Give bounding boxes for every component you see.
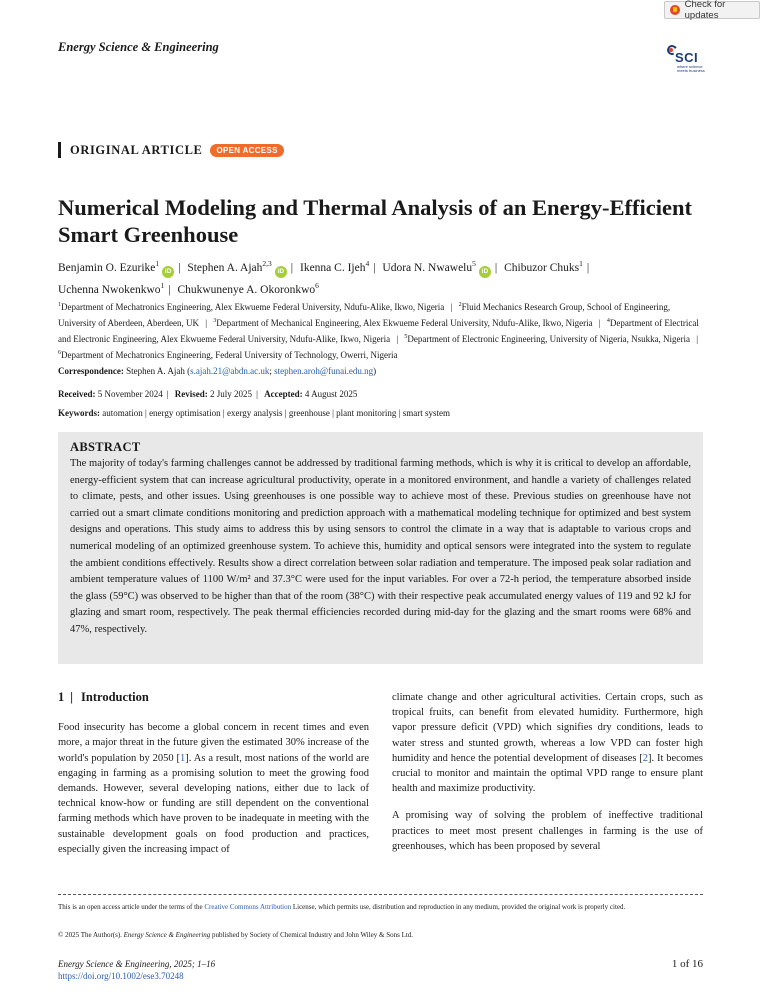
keyword-item: greenhouse — [288, 408, 330, 418]
section-heading: 1 | Introduction — [58, 690, 149, 704]
keyword-item: plant monitoring — [336, 408, 397, 418]
article-dates: Received: 5 November 2024 | Revised: 2 July 2025 | Accepted: 4 August 2025 — [58, 389, 358, 399]
author-name[interactable]: Chukwunenye A. Okoronkwo$^6$ — [177, 280, 319, 296]
crossmark-icon — [670, 5, 680, 15]
check-for-updates-button[interactable] — [664, 1, 760, 19]
abstract-heading: ABSTRACT — [70, 440, 141, 454]
keyword-item: smart system — [402, 408, 450, 418]
article-type-bar — [58, 142, 61, 158]
page-footer-citation — [58, 958, 215, 982]
sci-logo-tagline: where science meets business — [677, 64, 705, 73]
page-number: 1 of 16 — [671, 958, 703, 970]
citation-link[interactable]: 2 — [642, 752, 649, 764]
footnote-divider — [58, 894, 703, 895]
author-name[interactable]: Chibuzor Chuks$^1$ — [504, 259, 583, 274]
orcid-icon[interactable]: iD — [275, 266, 287, 278]
citation-link[interactable]: 1 — [180, 752, 186, 764]
email-link[interactable]: s.ajah.21@abdn.ac.uk — [190, 366, 270, 376]
affiliation-item: Department of Mechatronics Engineering, Federal University of Technology, Owerri, Nigeria — [61, 350, 398, 360]
article-title: Numerical Modeling and Thermal Analysis of an Energy-Efficient Smart Greenhouse — [58, 195, 692, 247]
author-name[interactable]: Benjamin O. Ezurike$^1$ — [58, 259, 160, 274]
sci-logo-dot-icon — [669, 48, 673, 52]
affiliation-item: Fluid Mechanics Research Group, School of Engineering, University of Aberdeen, Aberdeen, UK — [58, 302, 671, 328]
keyword-item: energy optimisation — [149, 408, 221, 418]
sci-logo — [665, 42, 705, 76]
footer-citation: Energy Science & Engineering, 2025; 1–16 — [58, 959, 216, 969]
body-column-left — [58, 690, 369, 866]
article-type-label: ORIGINAL ARTICLE — [70, 142, 203, 157]
abstract-box — [58, 432, 703, 664]
author-list: Benjamin O. Ezurike$^1$iD | Stephen A. Ajah$^{2,3}$iD | Ikenna C. Ijeh$^4$ | Udora N. Nwawelu$^5$iD | Chibuzor Chuks$^1$ | Uchenna Nwokenkwo$^1$ | Chukwunenye A. Okoronkwo$^6$ — [58, 259, 590, 296]
orcid-icon[interactable]: iD — [479, 266, 491, 278]
paragraph: Food insecurity has become a global concern in recent times and even more, a major threat in the future given the estimated 30% increase of the world's population by 2050 [1]. As a result, most nations of the world are engaging in farming as a promising solution to meet the growing food demands. However, several developing nations, either due to lack of technical know-how or funding are still dependent on the conventional farming methods which have proven to be inadequate in meeting with the sustainable development goals on food production and practices, especially given the increasing impact of — [58, 722, 369, 855]
affiliations: $^1$Department of Mechatronics Engineering, Alex Ekwueme Federal University, Ndufu-Alike, Ikwo, Nigeria | $^2$Fluid Mechanics Research Group, School of Engineering, University of Aberdeen, Aberdeen, UK | $^3$Department of Mechanical Engineering, Alex Ekwueme Federal University, Ndufu-Alike, Ikwo, Nigeria | $^4$Department of Electrical and Electronic Engineering, Alex Ekwueme Federal University, Ndufu-Alike, Ikwo, Nigeria | $^5$Department of Electronic Engineering, University of Nigeria, Nsukka, Nigeria | $^6$Department of Mechatronics Engineering, Federal University of Technology, Owerri, Nigeria — [58, 302, 699, 360]
keywords: Keywords: automation | energy optimisation | exergy analysis | greenhouse | plant monitoring | smart system — [58, 408, 450, 418]
check-for-updates-label: Check for updates — [684, 0, 726, 21]
doi-link[interactable]: https://doi.org/10.1002/ese3.70248 — [58, 971, 184, 981]
author-name[interactable]: Stephen A. Ajah$^{2,3}$ — [187, 259, 272, 274]
article-type — [58, 142, 284, 158]
paragraph: climate change and other agricultural activities. Certain crops, such as tropical fruits, can benefit from elevated humidity. Furthermore, high vapor pressure deficit (VPD) which signifies dry conditions, leads to water stress and stunted growth, whereas a low VPD can foster high humidity and hence the potential development of diseases [2]. It becomes crucial to monitor and maintain the optimal VPD range to ensure plant health and maximize productivity. — [392, 692, 703, 795]
orcid-icon[interactable]: iD — [162, 266, 174, 278]
author-name[interactable]: Udora N. Nwawelu$^5$ — [382, 259, 476, 274]
author-name[interactable]: Ikenna C. Ijeh$^4$ — [299, 259, 370, 274]
body-column-right — [392, 690, 703, 863]
abstract-text: The majority of today's farming challenges cannot be addressed by traditional farming methods, which is why it is critical to develop an affordable, energy-efficient system that can increase agricultural productivity, operate in a monitored environment, and handle a variety of challenges related to climate, pests, and other issues. Using greenhouses is one possible way to achieve most of these. Previous studies on greenhouse have not carried out a smart climate conditions monitoring and prediction approach with a mathematical modeling technique for optimized and best system designs and operations. This study aims to address this by using sensors to control the climate in a way that is adaptable to various crops and numerical modeling of an optimized greenhouse system. To achieve this, humidity and optical sensors were integrated into the system to regulate the ambient conditions effectively. Results show a direct correlation between solar radiation and temperature. The imposed peak solar radiation and ambient temperature values of 1100 W/m² and 37.3°C were used for the input variables. For over a 72-h period, the temperature absorbed inside the glass (59°C) was observed to be higher than that of the room (38°C) with their respective peak accumulated energy values of 119 and 92 kJ for glazing and smart room, respectively. The peak thermal efficiencies recorded during mid-day for the glazing and the smart rooms were 68% and 47%, respectively. — [70, 458, 691, 635]
paragraph: A promising way of solving the problem of ineffective traditional practices to meet most present challenges in farming is the use of greenhouses, which has been proposed by several — [392, 810, 703, 852]
affiliation-item: Department of Mechatronics Engineering, Alex Ekwueme Federal University, Ndufu-Alike, Ikwo, Nigeria — [61, 302, 445, 312]
license-note: This is an open access article under the terms of the Creative Commons Attribution License, which permits use, distribution and reproduction in any medium, provided the original work is properly cited. — [58, 903, 626, 911]
affiliation-item: Department of Mechanical Engineering, Alex Ekwueme Federal University, Ndufu-Alike, Ikwo, Nigeria — [216, 318, 593, 328]
keyword-item: exergy analysis — [226, 408, 283, 418]
sci-logo-text: SCI — [675, 50, 699, 65]
keyword-item: automation — [102, 408, 143, 418]
email-link[interactable]: stephen.aroh@funai.edu.ng — [274, 366, 374, 376]
copyright-note: © 2025 The Author(s). Energy Science & Engineering published by Society of Chemical Industry and John Wiley & Sons Ltd. — [58, 931, 414, 939]
license-link[interactable]: Creative Commons Attribution — [204, 903, 292, 911]
author-name[interactable]: Uchenna Nwokenkwo$^1$ — [58, 280, 165, 296]
affiliation-item: Department of Electronic Engineering, University of Nigeria, Nsukka, Nigeria — [407, 334, 691, 344]
affiliation-item: Department of Electrical and Electronic Engineering, Alex Ekwueme Federal University, Ndufu-Alike, Ikwo, Nigeria — [58, 318, 699, 344]
journal-name: Energy Science & Engineering — [58, 40, 219, 54]
open-access-badge: OPEN ACCESS — [210, 144, 283, 157]
correspondence: Correspondence: Stephen A. Ajah (s.ajah.21@abdn.ac.uk; stephen.aroh@funai.edu.ng) — [58, 366, 377, 376]
